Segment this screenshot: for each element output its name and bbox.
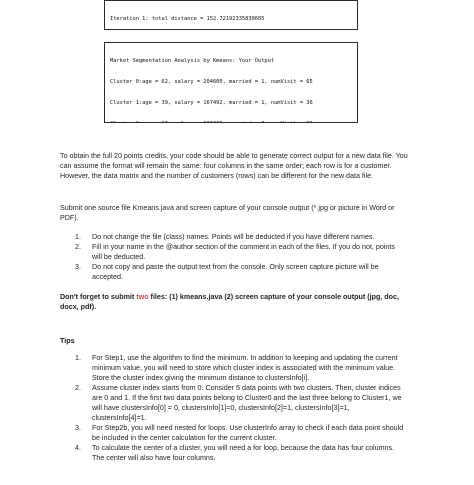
warning-text: files: (1) kmeans.java (2) screen capture of your console output (jpg, doc, docx, pdf). bbox=[60, 293, 399, 311]
rules-list bbox=[75, 232, 405, 282]
list-text: For Step1, use the algorithm to find the minimum. In addition to keeping and updating the current minimum value, you will need to store which cluster index is associated with the minimum value. Store the cluster index giving the minimum distance to clustersInfo[i]. bbox=[92, 354, 398, 382]
console-line: Cluster 0:age = 62, salary = 204600, married = 1, numVisit = 65 bbox=[110, 79, 313, 85]
list-number: 1. bbox=[75, 233, 81, 241]
console-line: Market Segmentation Analysis by Kmeans: Your Output bbox=[110, 58, 275, 64]
list-number: 1. bbox=[75, 354, 81, 362]
list-text: Do not copy and paste the output text from the console. Only screen capture picture will be accepted. bbox=[92, 263, 379, 281]
list-number: 2. bbox=[75, 384, 81, 392]
list-item bbox=[75, 383, 405, 423]
list-item bbox=[75, 242, 405, 262]
list-number: 3. bbox=[75, 263, 81, 271]
list-text: Assume cluster index starts from 0. Consider 5 data points with two clusters. Then, cluster indices are 0 and 1. If the first two data points belong to Cluster0 and the last three belong to Cluster1, we will have clustersInfo[0] = 0, clustersInfo[1]=0, clustersInfo[2]=1, clustersInfo[3]=1, clustersInfo[4]=1. bbox=[92, 384, 402, 422]
console-output-iterations bbox=[104, 0, 358, 30]
console-line: Cluster 1:age = 39, salary = 167492, married = 1, numVisit = 36 bbox=[110, 100, 313, 106]
console-output-clusters bbox=[104, 42, 358, 123]
list-number: 4. bbox=[75, 444, 81, 452]
list-item bbox=[75, 353, 405, 383]
tips-list bbox=[75, 353, 405, 463]
list-item bbox=[75, 443, 405, 463]
list-item bbox=[75, 423, 405, 443]
list-text: Fill in your name in the @author section of the comment in each of the files. If you do not, points will be deducted. bbox=[92, 243, 395, 261]
console-line bbox=[110, 121, 353, 123]
submission-warning bbox=[60, 292, 418, 312]
list-item bbox=[75, 232, 405, 242]
list-item bbox=[75, 262, 405, 282]
submission-paragraph: Submit one source file Kmeans.java and screen capture of your console output (*.jpg or picture in Word or PDF). bbox=[60, 204, 395, 222]
console-line: Iteration 1: total distance = 152.72192335839605 bbox=[110, 16, 265, 22]
list-text: Do not change the file (class) names. Points will be deducted if you have different names. bbox=[92, 233, 375, 241]
list-text: For Step2b, you will need nested for loops. Use clusterInfo array to check if each data point should be included in the center calculation for the current cluster. bbox=[92, 424, 404, 442]
tips-heading: Tips bbox=[60, 337, 75, 345]
list-number: 2. bbox=[75, 243, 81, 251]
warning-highlight: two bbox=[136, 293, 149, 301]
list-text: To calculate the center of a cluster, you will need a for loop, because the data has four columns. The center will also have four columns. bbox=[92, 444, 395, 462]
intro-paragraph: To obtain the full 20 points credits, your code should be able to generate correct output for a new data file. You can assume the format will remain the same: four columns in the same order; each row is for a customer. However, the data matrix and the number of customers (rows) can be different for the new data file. bbox=[60, 152, 408, 180]
list-number: 3. bbox=[75, 424, 81, 432]
warning-text: Don't forget to submit bbox=[60, 293, 137, 301]
